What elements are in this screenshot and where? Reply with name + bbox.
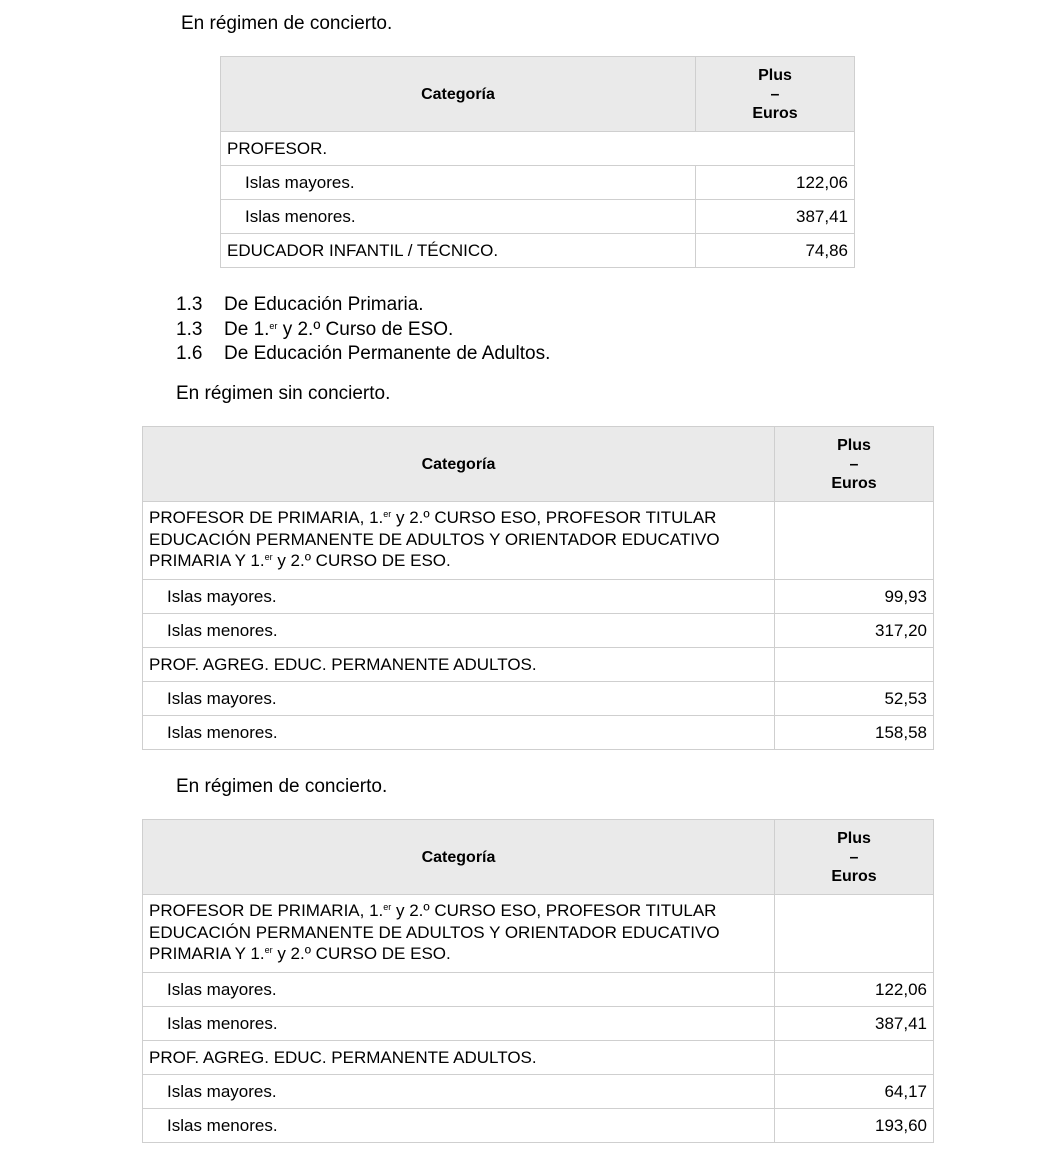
header-categoria: Categoría [143, 427, 775, 502]
table-row [143, 580, 934, 614]
table-row [143, 1007, 934, 1041]
empty-value-cell [775, 895, 934, 973]
row-label: Islas mayores. [143, 973, 775, 1007]
row-value: 387,41 [696, 200, 855, 234]
row-label: Islas mayores. [143, 580, 775, 614]
table-row [143, 614, 934, 648]
list-text: De Educación Primaria. [224, 294, 424, 315]
table-row [143, 1109, 934, 1143]
table-row [221, 166, 855, 200]
list-item [176, 293, 550, 318]
list-text: De 1.$^{er}$ y 2.º Curso de ESO. [224, 318, 454, 340]
section-2-heading: En régimen sin concierto. [176, 383, 391, 404]
row-label: Islas mayores. [143, 1075, 775, 1109]
table-row [221, 234, 855, 268]
row-value: 74,86 [696, 234, 855, 268]
row-label: Islas menores. [143, 1109, 775, 1143]
row-value: 122,06 [696, 166, 855, 200]
row-value: 158,58 [775, 716, 934, 750]
table-row [221, 200, 855, 234]
table-row [221, 132, 855, 166]
section-1-heading: En régimen de concierto. [181, 13, 393, 34]
list-text: De Educación Permanente de Adultos. [224, 343, 551, 364]
row-label: Islas mayores. [221, 166, 696, 200]
table-row [143, 682, 934, 716]
table-row [143, 648, 934, 682]
empty-value-cell [775, 502, 934, 580]
header-plus-euros: Plus – Euros [775, 820, 934, 895]
row-value: 193,60 [775, 1109, 934, 1143]
row-value: 52,53 [775, 682, 934, 716]
empty-value-cell [775, 1041, 934, 1075]
list-item [176, 318, 550, 343]
table-header-row [143, 820, 934, 895]
header-categoria: Categoría [143, 820, 775, 895]
table-header-row [221, 57, 855, 132]
list-number: 1.3 [176, 318, 203, 340]
row-label: Islas mayores. [143, 682, 775, 716]
empty-value-cell [775, 648, 934, 682]
list-number: 1.6 [176, 343, 203, 364]
table-header-row [143, 427, 934, 502]
table-row [143, 1075, 934, 1109]
table-sin-concierto [142, 426, 934, 750]
table-row [143, 1041, 934, 1075]
category-cell: PROFESOR DE PRIMARIA, 1.$^{er}$ y 2.º CURSO ESO, PROFESOR TITULAR EDUCACIÓN PERMANENTE DE ADULTOS Y ORIENTADOR EDUCATIVO PRIMARIA Y 1.$^{er}$ y 2.º CURSO DE ESO. [143, 502, 775, 580]
table-row [143, 895, 934, 973]
list-item [176, 342, 550, 367]
category-cell: PROFESOR DE PRIMARIA, 1.$^{er}$ y 2.º CURSO ESO, PROFESOR TITULAR EDUCACIÓN PERMANENTE DE ADULTOS Y ORIENTADOR EDUCATIVO PRIMARIA Y 1.$^{er}$ y 2.º CURSO DE ESO. [143, 895, 775, 973]
table-concierto-profesor [220, 56, 855, 268]
table-row [143, 973, 934, 1007]
header-categoria: Categoría [221, 57, 696, 132]
row-label: EDUCADOR INFANTIL / TÉCNICO. [221, 234, 696, 268]
row-value: 387,41 [775, 1007, 934, 1041]
category-cell: PROF. AGREG. EDUC. PERMANENTE ADULTOS. [143, 1041, 775, 1075]
table-row [143, 502, 934, 580]
row-value: 99,93 [775, 580, 934, 614]
table-row [143, 716, 934, 750]
row-value: 64,17 [775, 1075, 934, 1109]
category-cell: PROF. AGREG. EDUC. PERMANENTE ADULTOS. [143, 648, 775, 682]
row-label: Islas menores. [143, 1007, 775, 1041]
row-label: Islas menores. [143, 716, 775, 750]
row-label: Islas menores. [143, 614, 775, 648]
header-plus-euros: Plus – Euros [696, 57, 855, 132]
category-cell: PROFESOR. [221, 132, 855, 166]
section-3-heading: En régimen de concierto. [176, 776, 388, 797]
table-concierto-primaria [142, 819, 934, 1143]
row-value: 122,06 [775, 973, 934, 1007]
row-value: 317,20 [775, 614, 934, 648]
list-number: 1.3 [176, 294, 203, 315]
row-label: Islas menores. [221, 200, 696, 234]
numbered-list [176, 293, 550, 367]
header-plus-euros: Plus – Euros [775, 427, 934, 502]
